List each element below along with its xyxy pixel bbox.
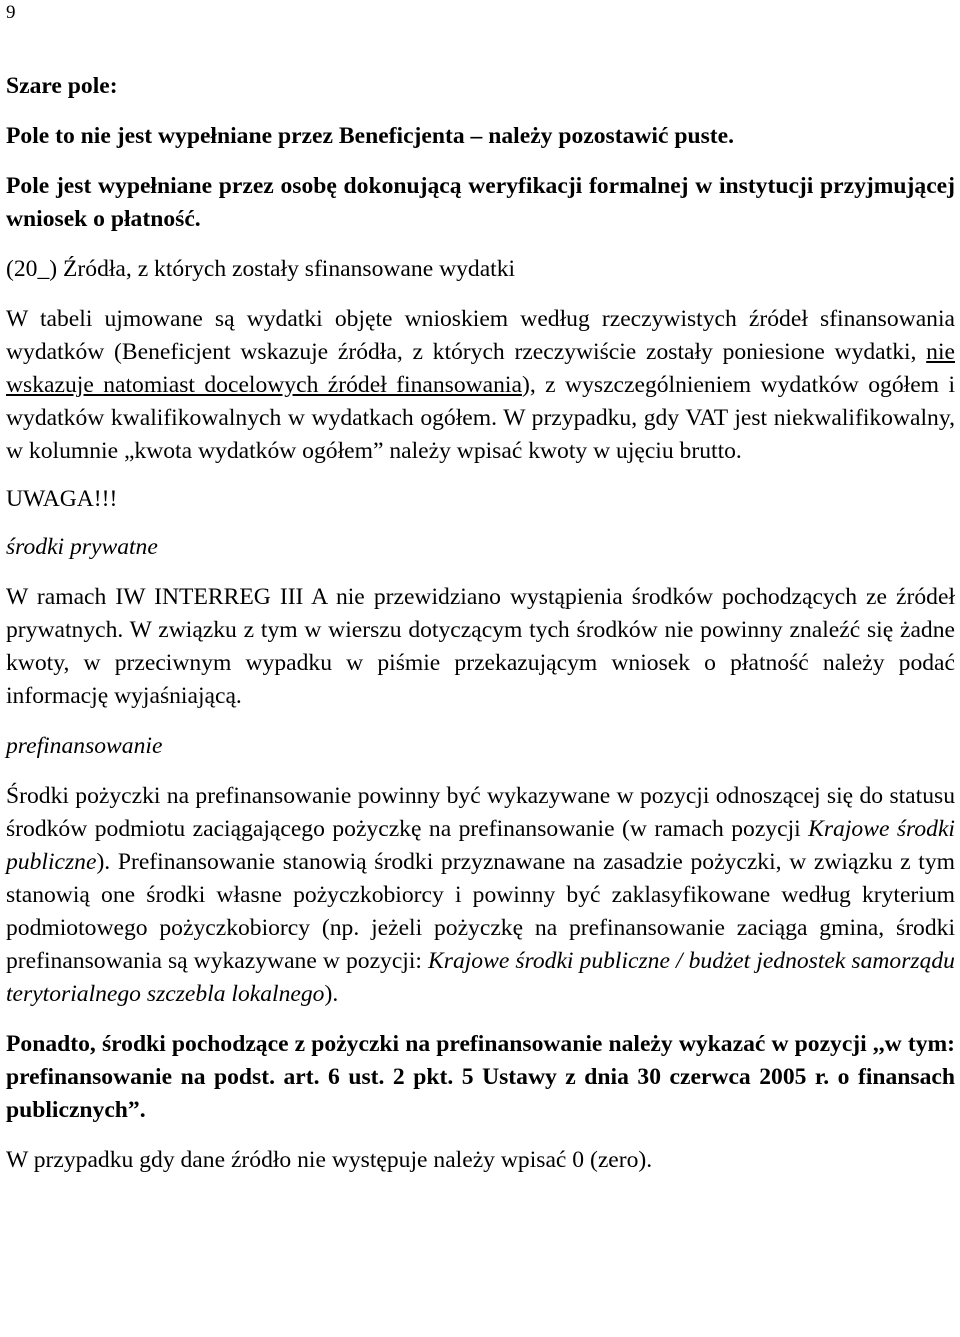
prefinancing-text-1: Środki pożyczki na prefinansowanie powinny być wykazywane w pozycji odnoszącej się do statusu środków podmiotu zaciągającego pożyczkę na prefinansowanie (w ramach pozycji	[6, 783, 955, 842]
private-funds-text: W ramach IW INTERREG III A nie przewidziano wystąpienia środków pochodzących ze źródeł prywatnych. W związku z tym w wierszu dotyczącym tych środków nie powinny znaleźć się żadne kwoty, w przeciwnym wypadku w piśmie przekazującym wniosek o płatność należy podać informację wyjaśniającą.	[6, 584, 955, 709]
prefinancing-italic-1: Krajowe środki publiczne	[6, 816, 955, 875]
section-20-heading: (20_) Źródła, z których zostały sfinansowane wydatki	[6, 256, 516, 282]
prefinancing-italic-2: Krajowe środki publiczne / budżet jednostek samorządu terytorialnego szczebla lokalnego	[6, 948, 955, 1007]
grey-field-heading: Szare pole:	[6, 73, 118, 99]
page-number: 9	[6, 2, 16, 23]
footer-note: W przypadku gdy dane źródło nie występuje należy wpisać 0 (zero).	[6, 1147, 653, 1173]
prefinancing-paragraph	[6, 780, 955, 1011]
section-20-text-a: W tabeli ujmowane są wydatki objęte wnioskiem według rzeczywistych źródeł sfinansowania wydatków (Beneficjent wskazuje źródła, z których rzeczywiście zostały poniesione wydatki,	[6, 306, 955, 365]
warning-label: UWAGA!!!	[6, 486, 118, 512]
section-20-text-b: ), z wyszczególnieniem wydatków ogółem i wydatków kwalifikowalnych w wydatkach ogółem. W przypadku, gdy VAT jest niekwalifikowalny, w kolumnie „kwota wydatków ogółem” należy wpisać kwoty w ujęciu brutto.	[6, 372, 955, 464]
prefinancing-text-2: ). Prefinansowanie stanowią środki przyznawane na zasadzie pożyczki, w związku z tym stanowią one środki własne pożyczkobiorcy i powinny być zaklasyfikowane według kryterium podmiotowego pożyczkobiorcy (np. jeżeli pożyczkę na prefinansowanie zaciąga gmina, środki prefinansowania są wykazywane w pozycji:	[6, 849, 955, 974]
section-20-underlined-text: nie wskazuje natomiast docelowych źródeł finansowania	[6, 339, 955, 398]
section-20-paragraph	[6, 303, 955, 468]
prefinancing-bold-note: Ponadto, środki pochodzące z pożyczki na prefinansowanie należy wykazać w pozycji ,,w tym: prefinansowanie na podst. art. 6 ust. 2 pkt. 5 Ustawy z dnia 30 czerwca 2005 r. o finansach publicznych”.	[6, 1031, 955, 1123]
grey-field-line-2: Pole jest wypełniane przez osobę dokonującą weryfikacji formalnej w instytucji przyjmującej wniosek o płatność.	[6, 173, 955, 232]
grey-field-line-1: Pole to nie jest wypełniane przez Beneficjenta – należy pozostawić puste.	[6, 123, 734, 149]
document-body	[6, 70, 955, 1177]
private-funds-heading: środki prywatne	[6, 534, 158, 560]
prefinancing-heading: prefinansowanie	[6, 733, 163, 759]
prefinancing-text-3: ).	[324, 981, 339, 1007]
